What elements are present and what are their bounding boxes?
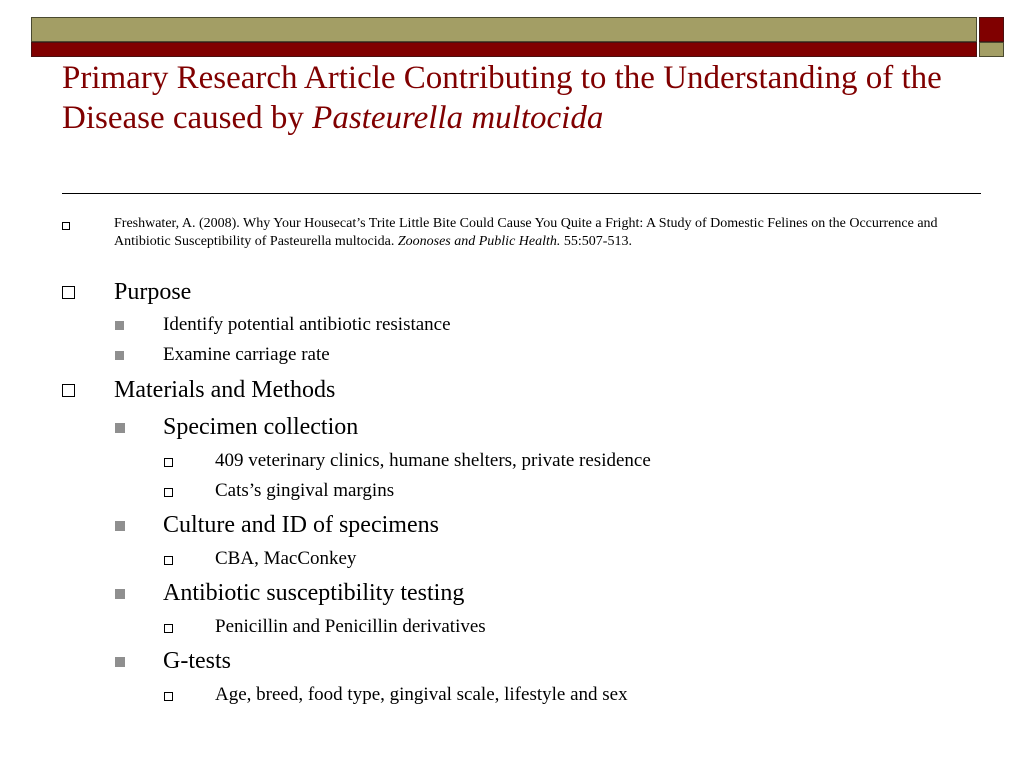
- hollow-bullet: [164, 458, 173, 467]
- title-main: Primary Research Article Contributing to the Understanding of the Disease caused by: [62, 60, 942, 136]
- methods-item: 409 veterinary clinics, humane shelters, private residence: [215, 450, 651, 471]
- square-bullet: [115, 351, 124, 360]
- hollow-bullet: [62, 384, 75, 397]
- methods-section-label: Specimen collection: [163, 414, 359, 440]
- hollow-bullet: [164, 556, 173, 565]
- square-bullet: [115, 657, 125, 667]
- hollow-bullet: [164, 692, 173, 701]
- methods-item: Penicillin and Penicillin derivatives: [215, 616, 486, 637]
- hollow-bullet: [62, 286, 75, 299]
- methods-heading: Materials and Methods: [114, 377, 336, 403]
- reference-journal: Zoonoses and Public Health.: [397, 234, 561, 249]
- hollow-bullet: [62, 222, 70, 230]
- purpose-item: Examine carriage rate: [163, 344, 330, 365]
- purpose-heading: Purpose: [114, 279, 192, 305]
- square-bullet: [115, 321, 124, 330]
- hollow-bullet: [164, 624, 173, 633]
- reference-citation: [114, 215, 954, 251]
- square-bullet: [115, 589, 125, 599]
- methods-item: Cats’s gingival margins: [215, 480, 395, 501]
- purpose-item: Identify potential antibiotic resistance: [163, 314, 451, 335]
- square-bullet: [115, 521, 125, 531]
- methods-section-label: Antibiotic susceptibility testing: [163, 580, 465, 606]
- reference-pages: 55:507-513.: [560, 234, 632, 249]
- methods-item: Age, breed, food type, gingival scale, lifestyle and sex: [215, 684, 628, 705]
- square-bullet: [115, 423, 125, 433]
- title-italic: Pasteurella multocida: [312, 100, 604, 136]
- hollow-bullet: [164, 488, 173, 497]
- reference-text: Freshwater, A. (2008). Why Your Housecat’s Trite Little Bite Could Cause You Quite a Fright: A Study of Domestic Felines on the Occurrence and Antibiotic Susceptibility of Pasteurella multocida.: [114, 216, 938, 249]
- methods-section-label: Culture and ID of specimens: [163, 512, 439, 538]
- methods-section-label: G-tests: [163, 648, 231, 674]
- methods-item: CBA, MacConkey: [215, 548, 357, 569]
